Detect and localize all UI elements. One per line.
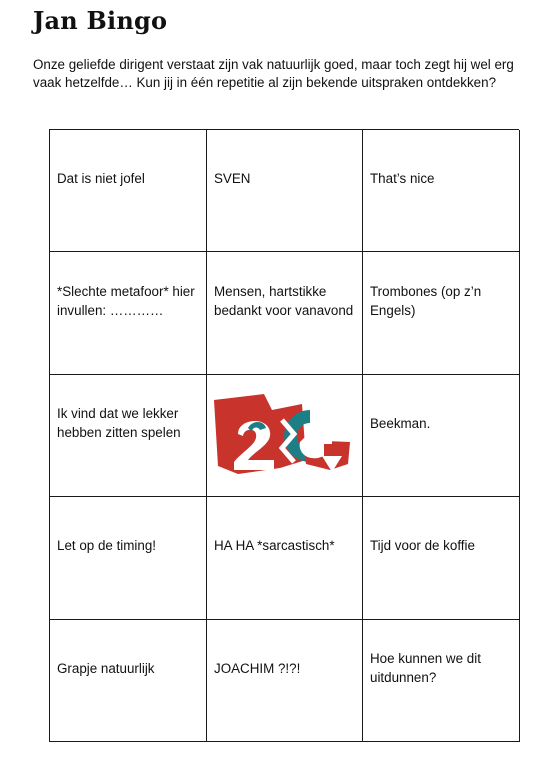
bingo-cell-text: Trombones (op z’n Engels) — [370, 284, 482, 319]
bingo-cell-text: HA HA *sarcastisch* — [214, 538, 335, 554]
bingo-cell — [207, 620, 363, 742]
logo-2g — [210, 390, 360, 480]
bingo-cell — [50, 130, 207, 252]
bingo-cell — [363, 497, 520, 619]
bingo-cell — [50, 375, 207, 497]
bingo-cell-text: *Slechte metafoor* hier invullen: ………… — [57, 284, 195, 319]
bingo-cell — [207, 130, 363, 252]
bingo-cell — [50, 497, 207, 619]
bingo-card — [49, 129, 519, 742]
bingo-cell — [207, 497, 363, 619]
page-title: Jan Bingo — [33, 6, 168, 35]
bingo-cell-text: Beekman. — [370, 415, 431, 431]
bingo-cell-text: Tijd voor de koffie — [370, 538, 475, 554]
intro-paragraph: Onze geliefde dirigent verstaat zijn vak natuurlijk goed, maar toch zegt hij wel erg vaak hetzelfde… Kun jij in één repetitie al zijn bekende uitspraken ontdekken? — [33, 57, 514, 90]
bingo-cell — [363, 252, 520, 374]
bingo-cell-logo — [207, 375, 363, 497]
bingo-cell — [363, 130, 520, 252]
bingo-cell-text: JOACHIM ?!?! — [214, 660, 301, 676]
bingo-cell — [50, 252, 207, 374]
bingo-cell — [50, 620, 207, 742]
bingo-cell-text: Hoe kunnen we dit uitdunnen? — [370, 651, 481, 686]
bingo-cell — [363, 375, 520, 497]
bingo-cell-text: Ik vind dat we lekker hebben zitten spelen — [57, 406, 181, 441]
bingo-cell-text: Grapje natuurlijk — [57, 660, 155, 676]
bingo-cell — [207, 252, 363, 374]
bingo-cell-text: Dat is niet jofel — [57, 171, 145, 187]
bingo-cell — [363, 620, 520, 742]
bingo-cell-text: Let op de timing! — [57, 538, 157, 554]
bingo-cell-text: Mensen, hartstikke bedankt voor vanavond — [214, 284, 354, 319]
bingo-cell-text: SVEN — [214, 171, 251, 187]
bingo-cell-text: That’s nice — [370, 171, 435, 187]
